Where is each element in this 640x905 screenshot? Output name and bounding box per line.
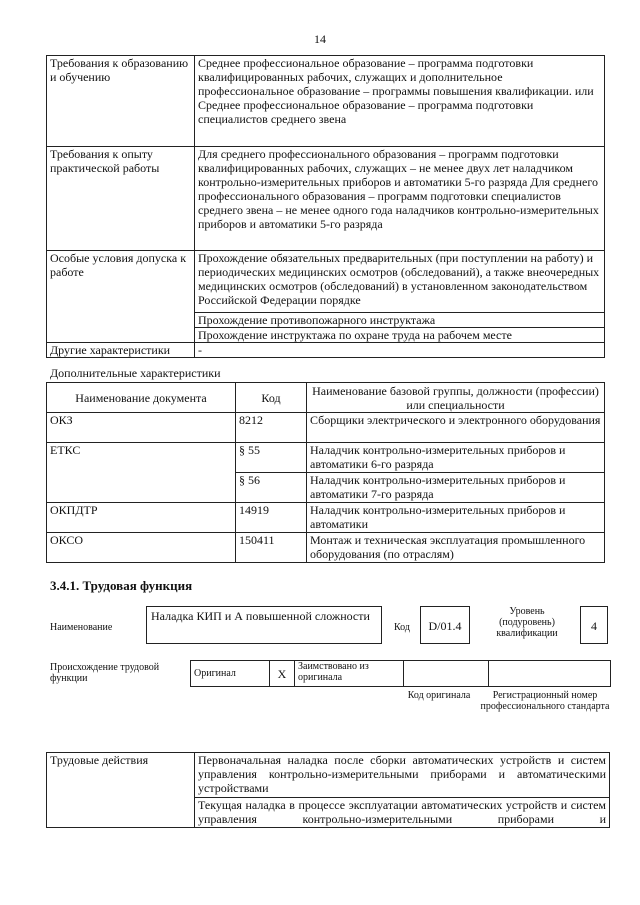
table-row	[47, 251, 605, 313]
requirement-value: -	[195, 343, 605, 358]
actions-table	[46, 752, 610, 828]
section-title: 3.4.1. Трудовая функция	[50, 578, 193, 593]
table-row	[47, 503, 605, 533]
origin-code-cell	[404, 661, 489, 687]
table-row	[47, 147, 605, 251]
code-cell: 14919	[236, 503, 307, 533]
requirement-label: Особые условия допуска к работе	[47, 251, 195, 343]
name-cell: Сборщики электрического и электронного оборудования	[307, 413, 605, 443]
requirement-value: Прохождение противопожарного инструктажа	[195, 313, 605, 328]
table-row	[47, 533, 605, 563]
action-value: Первоначальная наладка после сборки автоматических устройств и систем управления контрольно-измерительными приборами и автоматическими устройствами	[195, 753, 610, 798]
doc-cell: ОКСО	[47, 533, 236, 563]
name-cell: Монтаж и техническая эксплуатация промышленного оборудования (по отраслям)	[307, 533, 605, 563]
table-header-row	[47, 383, 605, 413]
origin-table	[190, 660, 611, 687]
header-code: Код	[236, 383, 307, 413]
table-row	[47, 753, 610, 798]
name-cell: Наладчик контрольно-измерительных приборов и автоматики 7-го разряда	[307, 473, 605, 503]
header-document: Наименование документа	[47, 383, 236, 413]
name-label: Наименование	[50, 622, 113, 633]
requirement-label: Требования к образованию и обучению	[47, 56, 195, 147]
requirement-label: Требования к опыту практической работы	[47, 147, 195, 251]
table-row	[47, 56, 605, 147]
table-row	[47, 343, 605, 358]
requirement-value: Для среднего профессионального образования – программ подготовки квалифицированных рабочих, служащих – не менее двух лет наладчиком контрольно-измерительных приборов и автоматики 5-го разряда Для среднего профессионального образования – программ подготовки специалистов среднего звена – не менее одного года наладчиков контрольно-измерительных приборов и автоматики 5-го разряда	[195, 147, 605, 251]
function-name-box	[146, 606, 382, 644]
code-cell: 8212	[236, 413, 307, 443]
code-cell: § 55	[236, 443, 307, 473]
original-cell: Оригинал	[191, 661, 270, 687]
registration-caption: Регистрационный номер профессионального стандарта	[480, 690, 610, 712]
level-box	[580, 606, 608, 644]
additional-table	[46, 382, 605, 563]
table-row	[47, 443, 605, 473]
doc-cell: ОКПДТР	[47, 503, 236, 533]
name-cell: Наладчик контрольно-измерительных приборов и автоматики 6-го разряда	[307, 443, 605, 473]
requirement-value: Среднее профессиональное образование – программа подготовки квалифицированных рабочих, служащих и дополнительное профессиональное образование – программы повышения квалификации. или Среднее профессиональное образование – программа подготовки специалистов среднего звена	[195, 56, 605, 147]
actions-label: Трудовые действия	[47, 753, 195, 828]
requirement-value: Прохождение обязательных предварительных (при поступлении на работу) и периодических медицинских осмотров (обследований), а также внеочередных медицинских осмотров (обследований) в установленном законодательством Российской Федерации порядке	[195, 251, 605, 313]
doc-cell: ОКЗ	[47, 413, 236, 443]
action-value: Текущая наладка в процессе эксплуатации автоматических устройств и систем управления контрольно-измерительными приборами и	[195, 798, 610, 828]
level-label: Уровень (подуровень) квалификации	[496, 606, 558, 639]
additional-title: Дополнительные характеристики	[50, 366, 221, 380]
name-cell: Наладчик контрольно-измерительных приборов и автоматики	[307, 503, 605, 533]
function-name: Наладка КИП и А повышенной сложности	[151, 609, 370, 623]
borrowed-cell: Заимствовано из оригинала	[295, 661, 404, 687]
table-row	[47, 413, 605, 443]
code-cell: 150411	[236, 533, 307, 563]
function-code: D/01.4	[428, 619, 462, 633]
page-number: 14	[314, 32, 326, 46]
function-code-box	[420, 606, 470, 644]
header-name: Наименование базовой группы, должности (профессии) или специальности	[307, 383, 605, 413]
code-original-caption: Код оригинала	[407, 690, 471, 701]
requirement-label: Другие характеристики	[47, 343, 195, 358]
requirement-value: Прохождение инструктажа по охране труда на рабочем месте	[195, 328, 605, 343]
code-label: Код	[394, 622, 410, 633]
registration-cell	[489, 661, 611, 687]
table-row	[191, 661, 611, 687]
original-mark: X	[270, 661, 295, 687]
doc-cell: ЕТКС	[47, 443, 236, 503]
code-cell: § 56	[236, 473, 307, 503]
requirements-table	[46, 55, 605, 358]
level-value: 4	[591, 619, 597, 633]
origin-label: Происхождение трудовой функции	[50, 662, 160, 684]
